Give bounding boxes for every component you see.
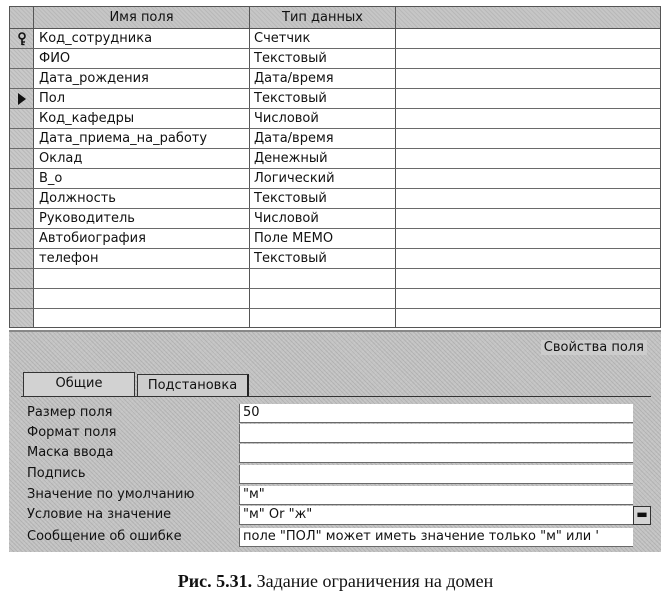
table-row[interactable] <box>10 289 660 309</box>
tab-lookup[interactable]: Подстановка <box>137 374 249 396</box>
row-selector[interactable] <box>10 289 34 308</box>
property-label: Подпись <box>27 466 86 481</box>
field-name-cell[interactable]: телефон <box>34 249 250 268</box>
data-type-cell[interactable] <box>250 309 396 328</box>
data-type-cell[interactable]: Текстовый <box>250 49 396 68</box>
row-selector[interactable] <box>10 229 34 248</box>
property-value-field[interactable]: "м" <box>239 486 633 505</box>
field-name-cell[interactable]: Оклад <box>34 149 250 168</box>
header-field-name[interactable]: Имя поля <box>34 7 250 28</box>
field-name-cell[interactable]: В_о <box>34 169 250 188</box>
table-row[interactable] <box>10 229 660 249</box>
figure-caption <box>0 571 671 592</box>
data-type-cell[interactable]: Числовой <box>250 209 396 228</box>
description-cell[interactable] <box>396 49 660 68</box>
property-label: Условие на значение <box>27 507 172 522</box>
header-description[interactable] <box>396 7 660 28</box>
table-row[interactable] <box>10 189 660 209</box>
description-cell[interactable] <box>396 69 660 88</box>
description-cell[interactable] <box>396 109 660 128</box>
grid-header <box>10 7 660 29</box>
row-selector[interactable] <box>10 249 34 268</box>
field-name-cell[interactable]: Должность <box>34 189 250 208</box>
field-name-cell[interactable]: Дата_рождения <box>34 69 250 88</box>
data-type-cell[interactable]: Логический <box>250 169 396 188</box>
description-cell[interactable] <box>396 309 660 328</box>
property-value-field[interactable]: "м" Or "ж" <box>239 506 633 525</box>
property-row <box>21 403 651 423</box>
row-selector[interactable] <box>10 309 34 328</box>
data-type-cell[interactable]: Текстовый <box>250 249 396 268</box>
primary-key-icon <box>16 32 28 46</box>
description-cell[interactable] <box>396 269 660 288</box>
table-row[interactable] <box>10 249 660 269</box>
field-name-cell[interactable]: Пол <box>34 89 250 108</box>
description-cell[interactable] <box>396 229 660 248</box>
field-name-cell[interactable]: Код_кафедры <box>34 109 250 128</box>
table-row[interactable] <box>10 149 660 169</box>
table-row[interactable] <box>10 169 660 189</box>
property-row <box>21 443 651 463</box>
table-row[interactable] <box>10 209 660 229</box>
data-type-cell[interactable] <box>250 289 396 308</box>
data-type-cell[interactable]: Денежный <box>250 149 396 168</box>
current-row-arrow-icon <box>18 93 26 105</box>
property-value-field[interactable]: поле "ПОЛ" может иметь значение только "м" или ' <box>239 528 633 547</box>
description-cell[interactable] <box>396 209 660 228</box>
data-type-cell[interactable]: Дата/время <box>250 69 396 88</box>
data-type-cell[interactable]: Числовой <box>250 109 396 128</box>
row-selector[interactable] <box>10 29 34 48</box>
property-label: Сообщение об ошибке <box>27 529 182 544</box>
row-selector[interactable] <box>10 149 34 168</box>
property-label: Значение по умолчанию <box>27 487 195 502</box>
row-selector[interactable] <box>10 209 34 228</box>
property-row <box>21 423 651 443</box>
data-type-cell[interactable]: Поле МЕМО <box>250 229 396 248</box>
data-type-cell[interactable]: Дата/время <box>250 129 396 148</box>
tab-general[interactable]: Общие <box>23 372 135 396</box>
expression-builder-button[interactable]: ▬ <box>633 506 651 525</box>
description-cell[interactable] <box>396 169 660 188</box>
row-selector[interactable] <box>10 169 34 188</box>
property-value-field[interactable] <box>239 424 633 443</box>
table-design-grid <box>9 6 661 328</box>
header-row-selector[interactable] <box>10 7 34 28</box>
field-properties-pane <box>9 330 661 552</box>
header-data-type[interactable]: Тип данных <box>250 7 396 28</box>
property-row <box>21 527 651 547</box>
field-name-cell[interactable]: Руководитель <box>34 209 250 228</box>
description-cell[interactable] <box>396 289 660 308</box>
row-selector[interactable] <box>10 109 34 128</box>
property-value-field[interactable]: 50 <box>239 404 633 423</box>
field-name-cell[interactable]: Автобиография <box>34 229 250 248</box>
row-selector[interactable] <box>10 69 34 88</box>
data-type-cell[interactable] <box>250 269 396 288</box>
table-row[interactable] <box>10 109 660 129</box>
field-name-cell[interactable] <box>34 269 250 288</box>
grid-body <box>10 29 660 328</box>
table-row[interactable] <box>10 129 660 149</box>
field-name-cell[interactable] <box>34 309 250 328</box>
row-selector[interactable] <box>10 89 34 108</box>
property-value-field[interactable] <box>239 444 633 463</box>
property-label: Формат поля <box>27 425 117 440</box>
table-row[interactable] <box>10 89 660 109</box>
data-type-cell[interactable]: Счетчик <box>250 29 396 48</box>
field-name-cell[interactable] <box>34 289 250 308</box>
field-name-cell[interactable]: ФИО <box>34 49 250 68</box>
table-row[interactable] <box>10 49 660 69</box>
row-selector[interactable] <box>10 269 34 288</box>
figure-text: Задание ограничения на домен <box>252 571 494 591</box>
property-label: Размер поля <box>27 405 113 420</box>
property-label: Маска ввода <box>27 445 114 460</box>
figure-number: Рис. 5.31. <box>177 571 253 591</box>
description-cell[interactable] <box>396 189 660 208</box>
property-row <box>21 505 651 525</box>
row-selector[interactable] <box>10 49 34 68</box>
table-row[interactable] <box>10 269 660 289</box>
description-cell[interactable] <box>396 149 660 168</box>
field-name-cell[interactable]: Код_сотрудника <box>34 29 250 48</box>
table-row[interactable] <box>10 309 660 328</box>
description-cell[interactable] <box>396 29 660 48</box>
field-name-cell[interactable]: Дата_приема_на_работу <box>34 129 250 148</box>
property-row <box>21 464 651 484</box>
table-row[interactable] <box>10 69 660 89</box>
properties-panel <box>21 396 651 548</box>
description-cell[interactable] <box>396 249 660 268</box>
description-cell[interactable] <box>396 89 660 108</box>
description-cell[interactable] <box>396 129 660 148</box>
data-type-cell[interactable]: Текстовый <box>250 89 396 108</box>
table-row[interactable] <box>10 29 660 49</box>
row-selector[interactable] <box>10 189 34 208</box>
row-selector[interactable] <box>10 129 34 148</box>
properties-caption: Свойства поля <box>541 340 647 355</box>
property-row <box>21 485 651 505</box>
property-value-field[interactable] <box>239 465 633 484</box>
data-type-cell[interactable]: Текстовый <box>250 189 396 208</box>
